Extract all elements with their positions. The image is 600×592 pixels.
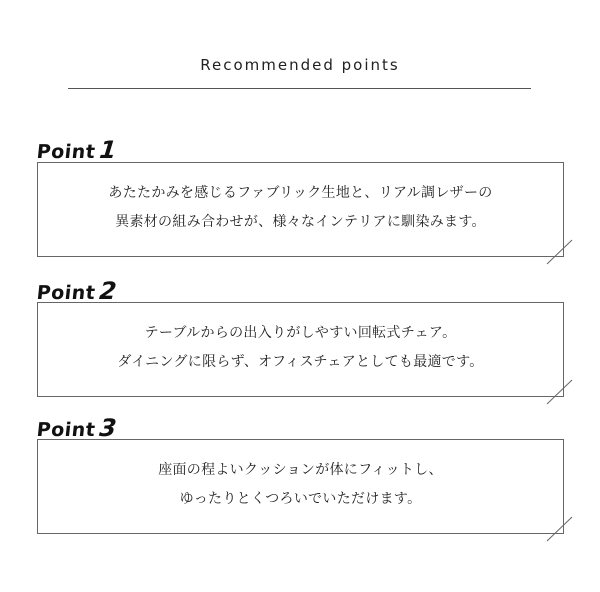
point-1-description: [38, 179, 563, 237]
point-2-line-1: テーブルからの出入りがしやすい回転式チェア。: [144, 325, 457, 341]
point-1-line-2: 異素材の組み合わせが、様々なインテリアに馴染みます。: [115, 214, 486, 230]
point-3-number: 3: [98, 414, 119, 442]
title-divider: [68, 88, 531, 89]
point-3-description: [38, 456, 563, 514]
page-title: Recommended points: [200, 56, 400, 74]
point-2-description: [38, 319, 563, 377]
point-1-label: Point: [35, 141, 97, 163]
point-2-corner-slash: [545, 377, 575, 407]
point-3-label: Point: [35, 419, 97, 441]
point-2-number: 2: [98, 277, 119, 305]
point-1-line-1: あたたかみを感じるファブリック生地と、リアル調レザーの: [108, 185, 493, 201]
point-1-number: 1: [98, 136, 119, 164]
point-3-line-2: ゆったりとくつろいでいただけます。: [179, 491, 422, 507]
point-3-corner-slash: [545, 514, 575, 544]
point-2-line-2: ダイニングに限らず、オフィスチェアとしても最適です。: [117, 354, 484, 370]
point-3-heading: [36, 414, 119, 442]
point-3-line-1: 座面の程よいクッションが体にフィットし、: [158, 462, 443, 478]
point-1-corner-slash: [545, 237, 575, 267]
point-2-heading: [36, 277, 119, 305]
point-3-box: [37, 439, 564, 534]
point-2-label: Point: [35, 282, 97, 304]
point-2-box: [37, 302, 564, 397]
point-1-box: [37, 162, 564, 257]
point-1-heading: [36, 136, 119, 164]
